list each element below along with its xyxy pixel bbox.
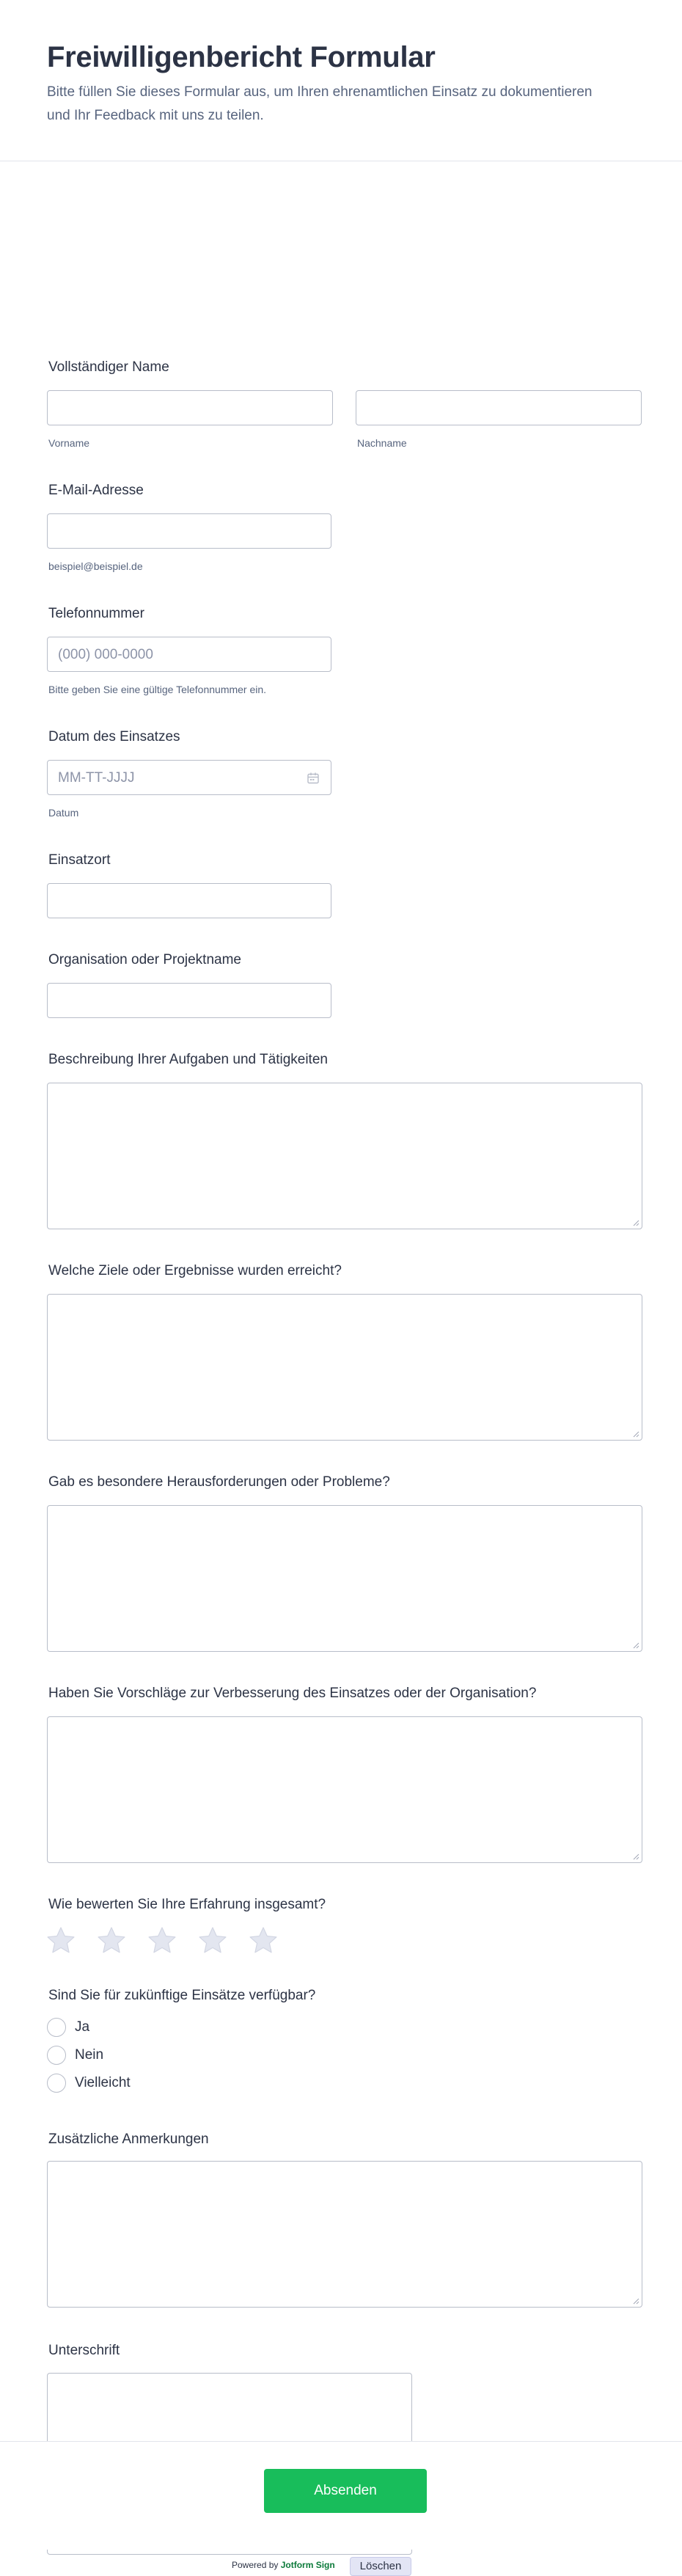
resize-handle-icon[interactable]: [633, 1642, 639, 1649]
first-name-input[interactable]: [47, 390, 333, 425]
location-input[interactable]: [47, 883, 331, 918]
star-icon[interactable]: [197, 1925, 229, 1957]
calendar-icon[interactable]: [307, 772, 320, 785]
phone-sublabel: Bitte geben Sie eine gültige Telefonnummer ein.: [48, 684, 267, 695]
rating-label: Wie bewerten Sie Ihre Erfahrung insgesamt?: [48, 1897, 326, 1912]
submit-button[interactable]: Absenden: [264, 2469, 427, 2513]
phone-input[interactable]: [47, 637, 331, 672]
challenges-label: Gab es besondere Herausforderungen oder Probleme?: [48, 1474, 390, 1490]
radio-label: Ja: [75, 2019, 90, 2035]
organisation-input[interactable]: [47, 983, 331, 1018]
form-description: Bitte füllen Sie dieses Formular aus, um Ihren ehrenamtlichen Einsatz zu dokumentieren und Ihr Feedback mit uns zu teilen.: [47, 84, 593, 123]
form-footer: [0, 2441, 682, 2550]
challenges-textarea[interactable]: [47, 1505, 642, 1652]
phone-label: Telefonnummer: [48, 606, 144, 621]
date-sublabel: Datum: [48, 807, 79, 819]
tasks-label: Beschreibung Ihrer Aufgaben und Tätigkeiten: [48, 1052, 328, 1067]
resize-handle-icon[interactable]: [633, 1431, 639, 1438]
email-label: E-Mail-Adresse: [48, 483, 144, 498]
date-placeholder: MM-TT-JJJJ: [58, 770, 135, 786]
resize-handle-icon[interactable]: [633, 1854, 639, 1860]
star-icon[interactable]: [146, 1925, 178, 1957]
date-label: Datum des Einsatzes: [48, 729, 180, 744]
suggestions-label: Haben Sie Vorschläge zur Verbesserung des Einsatzes oder der Organisation?: [48, 1686, 537, 1701]
star-icon[interactable]: [247, 1925, 279, 1957]
phone-placeholder: (000) 000-0000: [58, 647, 153, 662]
resize-handle-icon[interactable]: [633, 2298, 639, 2305]
tasks-textarea[interactable]: [47, 1083, 642, 1229]
signature-label: Unterschrift: [48, 2343, 120, 2358]
star-icon[interactable]: [95, 1925, 128, 1957]
powered-prefix: Powered by: [232, 2560, 279, 2570]
last-name-input[interactable]: [356, 390, 642, 425]
last-name-sublabel: Nachname: [357, 437, 407, 449]
email-sublabel: beispiel@beispiel.de: [48, 560, 143, 572]
form-title: Freiwilligenbericht Formular: [47, 41, 436, 73]
clear-signature-button[interactable]: Löschen: [350, 2557, 411, 2576]
form-header: [0, 0, 682, 161]
location-label: Einsatzort: [48, 852, 111, 868]
radio-option-vielleicht[interactable]: [47, 2073, 131, 2093]
email-input[interactable]: [47, 513, 331, 549]
date-input[interactable]: [47, 760, 331, 795]
powered-by: [232, 2560, 335, 2570]
star-icon[interactable]: [45, 1925, 77, 1957]
notes-textarea[interactable]: [47, 2161, 642, 2308]
goals-label: Welche Ziele oder Ergebnisse wurden erreicht?: [48, 1263, 342, 1278]
radio-option-nein[interactable]: [47, 2045, 103, 2065]
full-name-label: Vollständiger Name: [48, 359, 169, 375]
suggestions-textarea[interactable]: [47, 1716, 642, 1863]
notes-label: Zusätzliche Anmerkungen: [48, 2132, 209, 2147]
radio-button[interactable]: [47, 2074, 66, 2093]
radio-option-ja[interactable]: [47, 2017, 89, 2038]
powered-brand[interactable]: Jotform Sign: [280, 2560, 335, 2570]
radio-button[interactable]: [47, 2046, 66, 2065]
organisation-label: Organisation oder Projektname: [48, 952, 241, 967]
radio-button[interactable]: [47, 2018, 66, 2037]
goals-textarea[interactable]: [47, 1294, 642, 1441]
first-name-sublabel: Vorname: [48, 437, 90, 449]
radio-label: Vielleicht: [75, 2075, 131, 2090]
availability-label: Sind Sie für zukünftige Einsätze verfügbar?: [48, 1988, 316, 2003]
radio-label: Nein: [75, 2047, 104, 2063]
resize-handle-icon[interactable]: [633, 1220, 639, 1226]
